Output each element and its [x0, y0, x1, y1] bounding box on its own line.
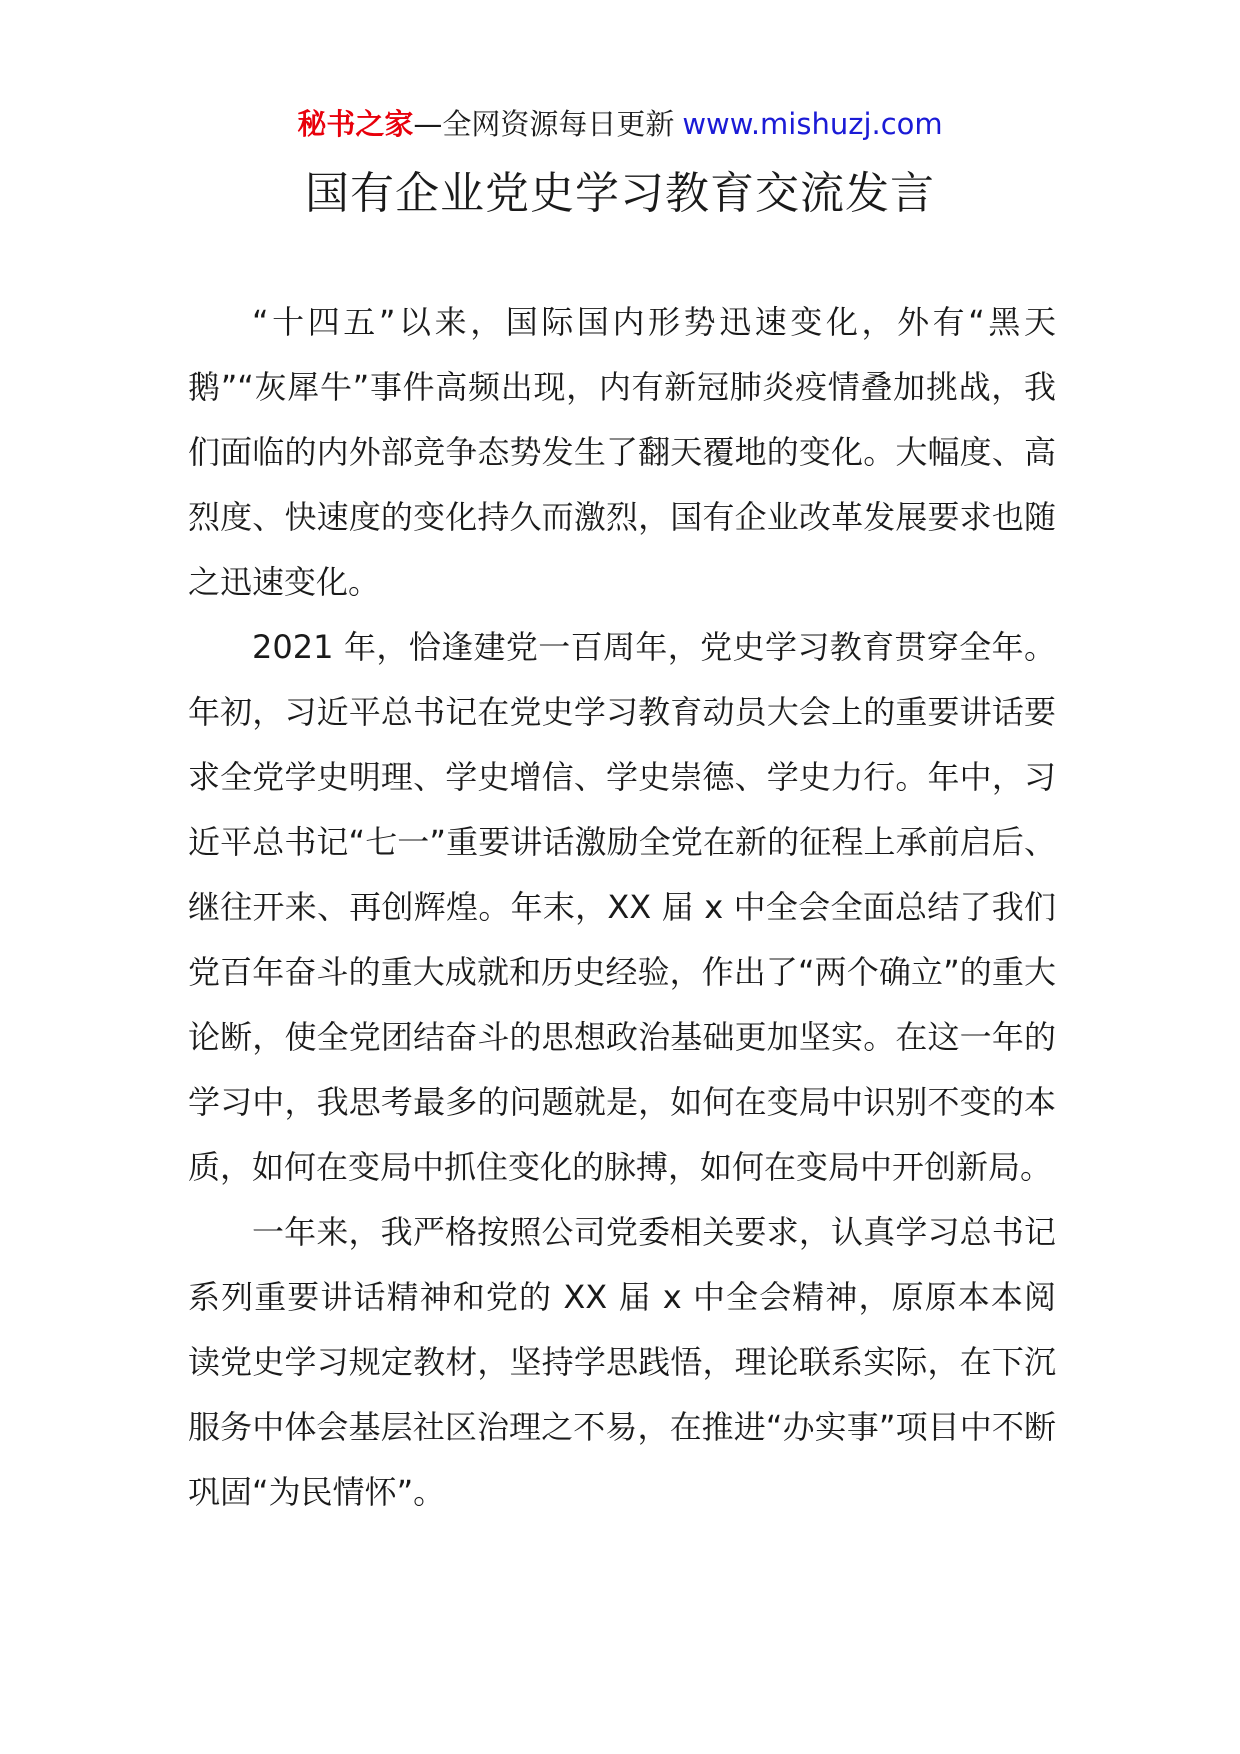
paragraph-3: 一年来，我严格按照公司党委相关要求，认真学习总书记系列重要讲话精神和党的 XX 届 x 中全会精神，原原本本阅读党史学习规定教材，坚持学思践悟，理论联系实际，在下沉服务中体会基层社区治理之不易，在推进“办实事”项目中不断巩固“为民情怀”。	[188, 1213, 1056, 1511]
paragraph-2: 2021 年，恰逢建党一百周年，党史学习教育贯穿全年。年初，习近平总书记在党史学习教育动员大会上的重要讲话要求全党学史明理、学史增信、学史崇德、学史力行。年中，习近平总书记“七一”重要讲话激励全党在新的征程上承前启后、继往开来、再创辉煌。年末，XX 届 x 中全会全面总结了我们党百年奋斗的重大成就和历史经验，作出了“两个确立”的重大论断，使全党团结奋斗的思想政治基础更加坚实。在这一年的学习中，我思考最多的问题就是，如何在变局中识别不变的本质，如何在变局中抓住变化的脉搏，如何在变局中开创新局。	[188, 628, 1056, 1186]
site-brand: 秘书之家	[297, 107, 414, 141]
site-header	[0, 100, 1240, 148]
paragraph-1: “十四五”以来，国际国内形势迅速变化，外有“黑天鹅”“灰犀牛”事件高频出现，内有新冠肺炎疫情叠加挑战，我们面临的内外部竞争态势发生了翻天覆地的变化。大幅度、高烈度、快速度的变化持久而激烈，国有企业改革发展要求也随之迅速变化。	[188, 303, 1056, 601]
document-body	[188, 290, 1056, 1525]
site-tagline: —全网资源每日更新	[413, 107, 675, 141]
document-title: 国有企业党史学习教育交流发言	[305, 168, 935, 219]
site-url-link[interactable]: www.mishuzj.com	[682, 107, 943, 141]
